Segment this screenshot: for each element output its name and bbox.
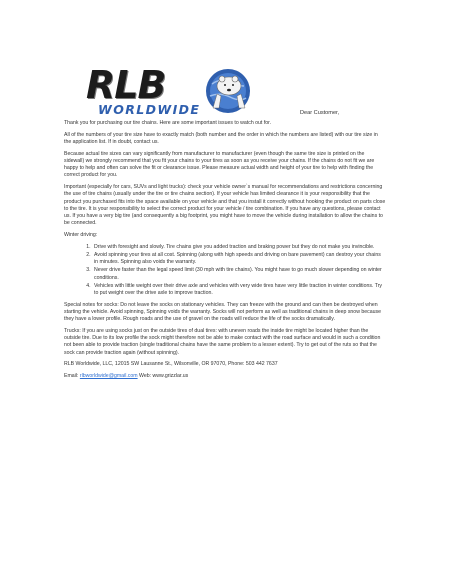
letter-body [64, 120, 386, 385]
winter-driving-heading: Winter driving: [64, 232, 98, 239]
web-text: Web: www.grizzlar.us [137, 373, 189, 380]
email-link[interactable]: rlbworldwide@gmail.com [79, 373, 138, 380]
intro-paragraph: Thank you for purchasing our tire chains. Here are some important issues to watch out for. [64, 120, 272, 126]
contact-line [64, 373, 386, 380]
rlb-logo [86, 63, 254, 124]
winter-driving-list [64, 244, 386, 297]
list-item: 4. Vehicles with little weight over their drive axle and vehicles with very wide tires have very little traction in winter conditions. Try to put weight over the drive axle to improve traction. [92, 283, 386, 297]
trucks-paragraph: Trucks: If you are using socks just on the outside tires of dual tires: with uneven roads the inside tire might be located higher than the outside tire. Due to its low profile the sock might therefore not be able to make contact with the road surface and would in such a condition not been able to provide traction (single traditional chains have the same problem to a lesser extent). Try to get out of the ruts so that the sock can provide traction again (without spinning). [64, 328, 381, 356]
tire-size-paragraph: All of the numbers of your tire size have to exactly match (both number and the order in which the numbers are listed) with our tire size in the application list. If in doubt, contact us. [64, 131, 378, 145]
logo-text: RLB [86, 63, 166, 107]
list-item: 2. Avoid spinning your tires at all cost. Spinning (along with high speeds and driving on bare pavement) can destroy your chains in minutes. Spinning also voids the warranty. [92, 252, 386, 266]
polar-bear-globe-icon [202, 64, 254, 116]
size-variation-paragraph: Because actual tire sizes can vary significantly from manufacturer to manufacturer (even though the same tire size is printed on the sidewall) we strongly recommend that you fit your chains to your tires as soon as you receive your chains. If the chains do not fit we are happy to help and often can solve the fit or clearance issue. Please measure actual width and height of your tire to help with finding the correct product for you. [64, 150, 375, 179]
salutation: Dear Customer, [300, 110, 340, 116]
important-paragraph: Important (especially for cars, SUVs and light trucks): check your vehicle owner`s manual for recommendations and restrictions concerning the use of tire chains (usually under the tire or tire chains section). If your vehicle has limited clearance it is your responsibility that the product you purchased fits into the space available on your vehicle and that you install it correctly without hooking the product on parts close to the tire. It is your responsibility to select the correct product for your vehicle / tire combination. If you have any questions, please contact us. If you have a very big tire (and consequently a big footprint, you might have to move the vehicle during installation to allow the chains to be connected. [64, 184, 386, 227]
list-item: 1. Drive with foresight and slowly. Tire chains give you added traction and braking power but they do not make you invincible. [92, 244, 386, 251]
socks-paragraph: Special notes for socks: Do not leave the socks on stationary vehicles. They can freeze with the ground and can then be destroyed when starting the vehicle. Avoid spinning, Spinning voids the warranty. Socks will not perform as well as traditional chains in deep snow because they have a lower profile. Rough roads and the use of gravel on the roads will reduce the life of the socks dramatically. [64, 301, 381, 323]
logo-subtitle: WORLDWIDE [98, 102, 201, 117]
list-item: 3. Never drive faster than the legal speed limit (30 mph with tire chains). You might have to go much slower depending on winter conditions. [92, 267, 386, 281]
email-label: Email: [64, 373, 80, 380]
address-line: RLB Worldwide, LLC, 12015 SW Lausanne St., Wilsonville, OR 97070, Phone: 503 442 7637 [64, 361, 278, 368]
